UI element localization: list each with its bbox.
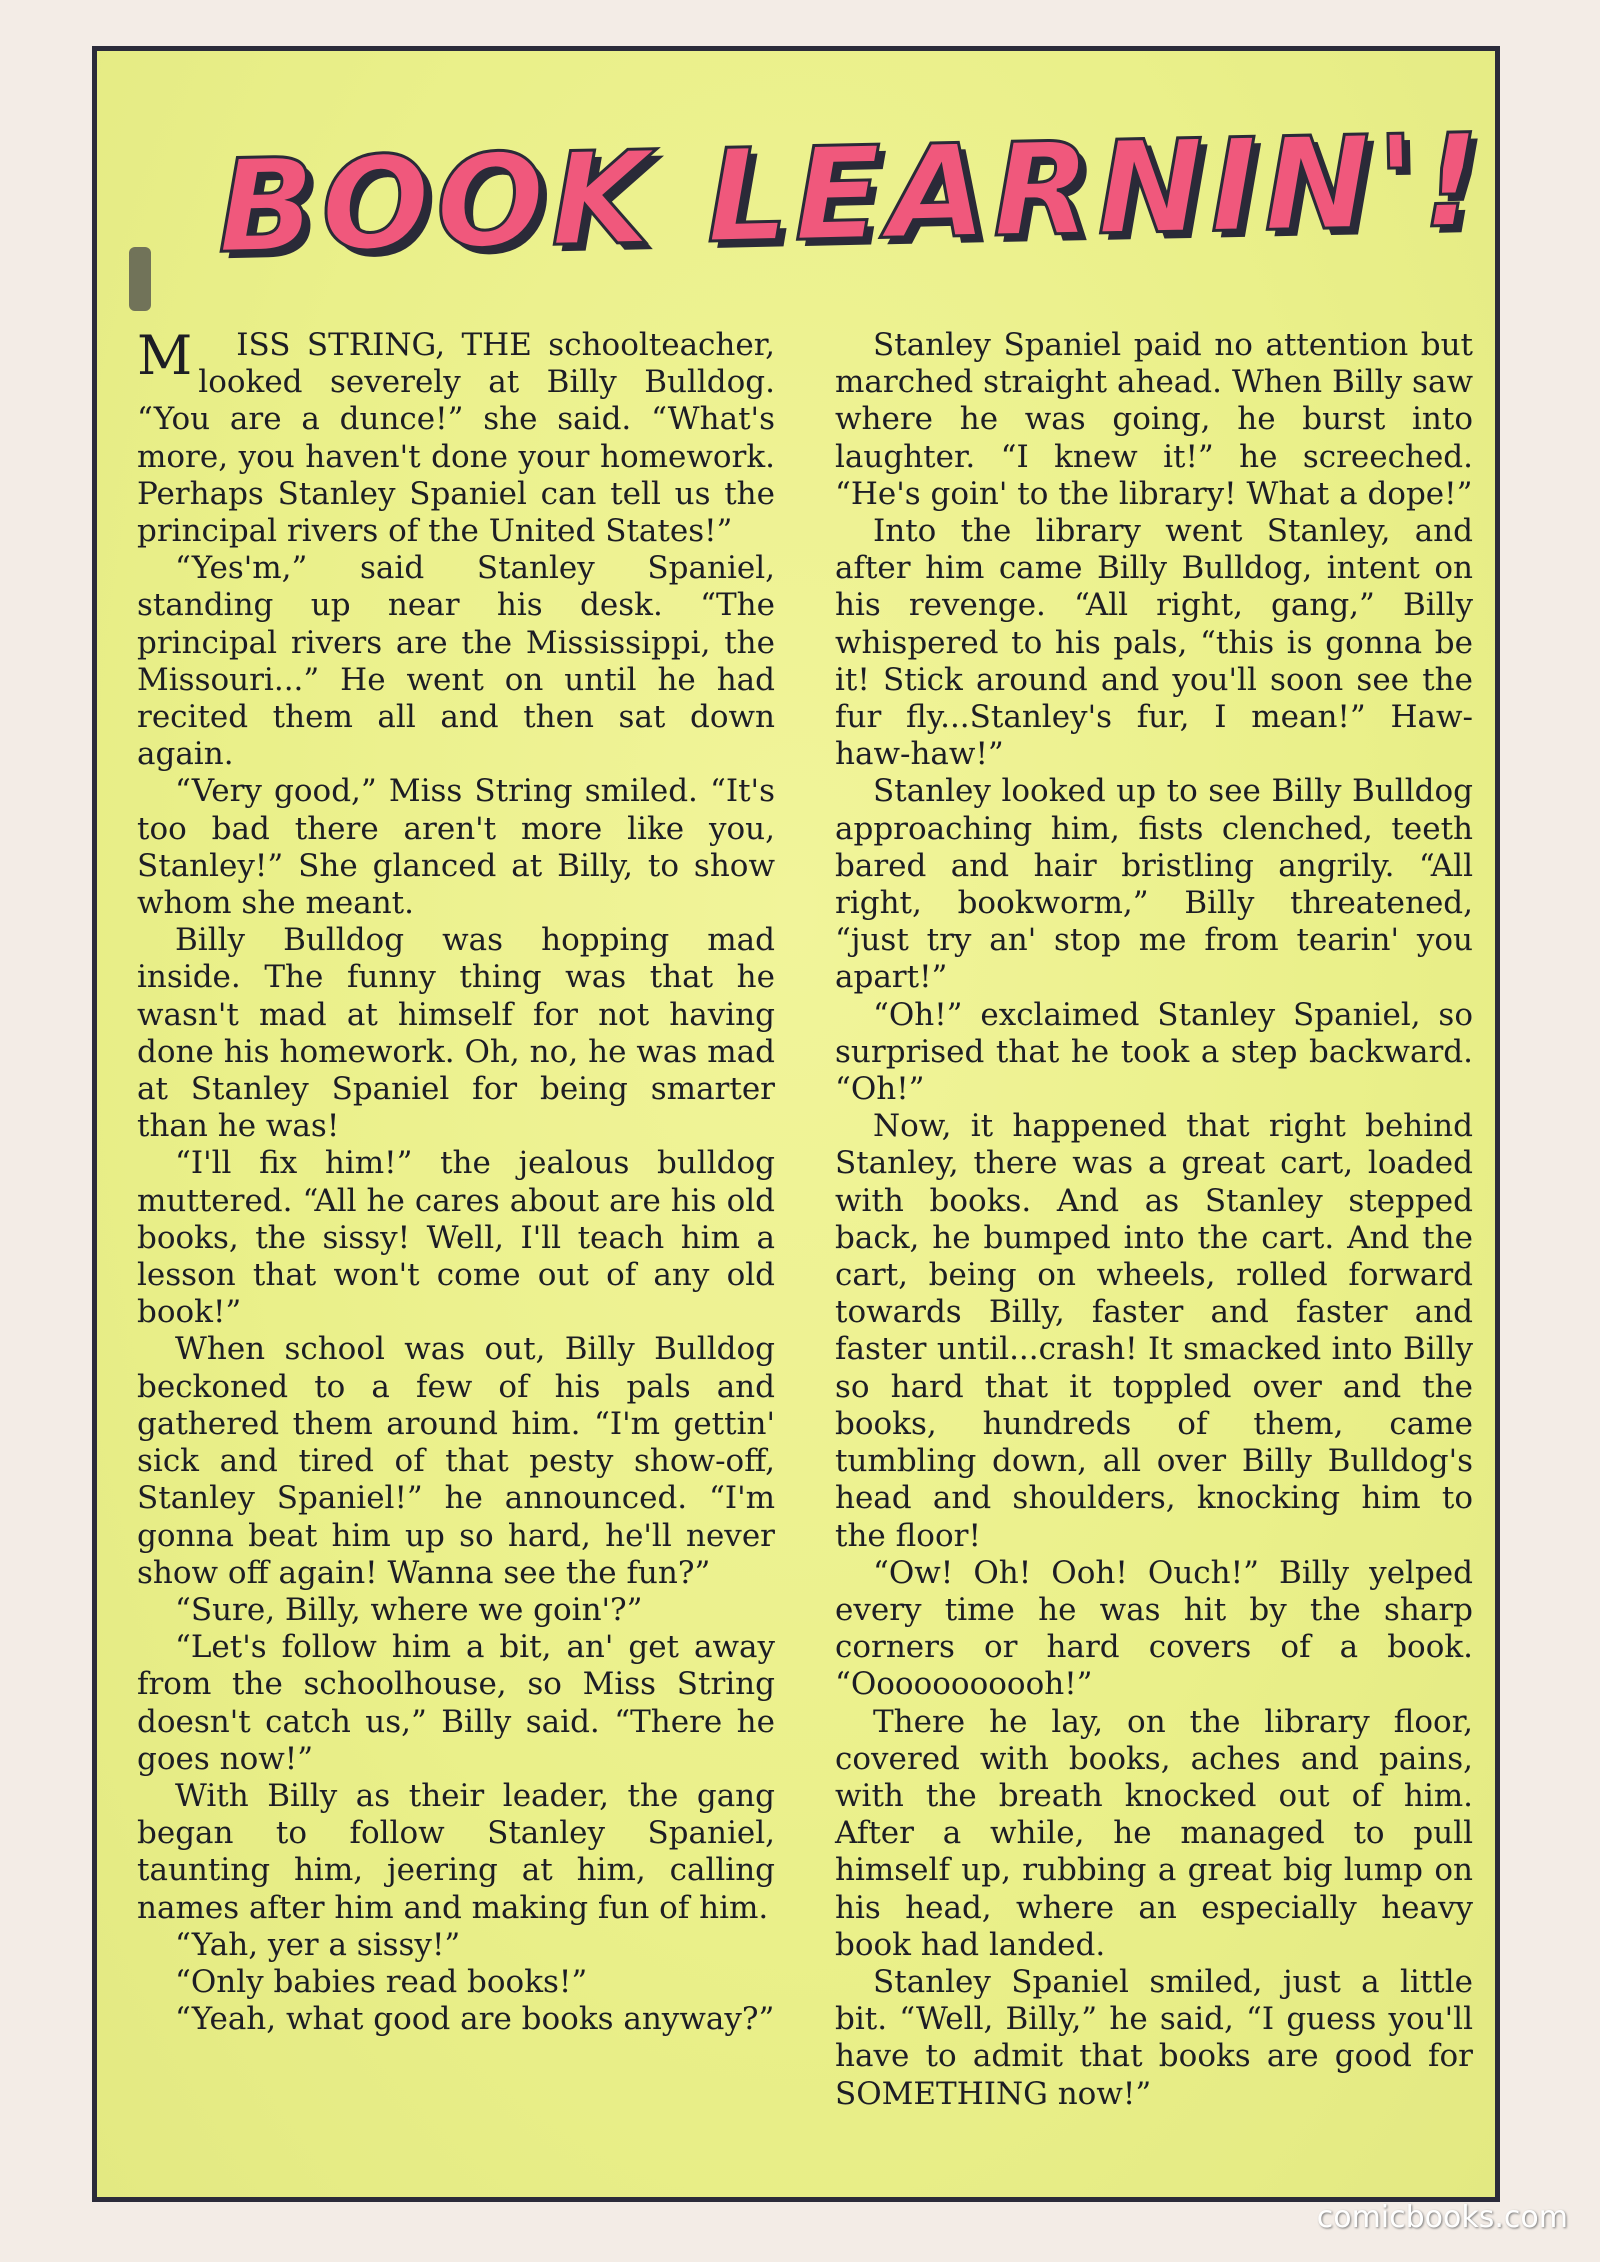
paragraph: “I'll fix him!” the jealous bulldog muttered. “All he cares about are his old books, the sissy! Well, I'll teach him a lesson that won't come out of any old book!” [137,1145,775,1331]
paragraph: Stanley Spaniel smiled, just a little bit. “Well, Billy,” he said, “I guess you'll have to admit that books are good for SOMETHING now!” [835,1963,1473,2112]
paragraph: “Yah, yer a sissy!” [175,1926,461,1963]
paragraph [137,324,775,550]
paragraph-text: ISS STRING, THE schoolteacher, looked severely at Billy Bulldog. “You are a dunce!” she said. “What's more, you haven't done your homework. Perhaps Stanley Spaniel can tell us the principal rivers of the United States!” [137,327,775,550]
paragraph: “Oh!” exclaimed Stanley Spaniel, so surprised that he took a step backward. “Oh!” [835,996,1473,1108]
paragraph: “Let's follow him a bit, an' get away from the schoolhouse, so Miss String doesn't catch us,” Billy said. “There he goes now!” [137,1629,775,1777]
right-column [835,327,1473,2197]
drop-cap: M [137,324,193,387]
story-columns [137,324,1473,2197]
paragraph: Stanley looked up to see Billy Bulldog approaching him, fists clenched, teeth bared and hair bristling angrily. “All right, bookworm,” Billy threatened, “just try an' stop me from tearin' you apart!” [835,773,1473,996]
ink-smudge [129,247,151,311]
paragraph: “Ow! Oh! Ooh! Ouch!” Billy yelped every time he was hit by the sharp corners or hard covers of a book. “Ooooooooooh!” [835,1554,1473,1703]
text-panel [92,46,1500,2202]
paragraph: “Very good,” Miss String smiled. “It's too bad there aren't more like you, Stanley!” She glanced at Billy, to show whom she meant. [137,773,775,922]
story-title [185,65,1520,323]
paragraph: “Yes'm,” said Stanley Spaniel, standing up near his desk. “The principal rivers are the Mississippi, the Missouri...” He went on until he had recited them all and then sat down again. [137,550,775,773]
paragraph: Stanley Spaniel paid no attention but marched straight ahead. When Billy saw where he was going, he burst into laughter. “I knew it!” he screeched. “He's goin' to the library! What a dope!” [835,327,1473,512]
story-title-text: BOOK LEARNIN'! [216,106,1488,282]
paragraph: When school was out, Billy Bulldog beckoned to a few of his pals and gathered them around him. “I'm gettin' sick and tired of that pesty show-off, Stanley Spaniel!” he announced. “I'm gonna beat him up so hard, he'll never show off again! Wanna see the fun?” [137,1331,775,1591]
paragraph: “Yeah, what good are books anyway?” [175,2001,775,2038]
paragraph: Now, it happened that right behind Stanley, there was a great cart, loaded with books. And as Stanley stepped back, he bumped into the cart. And the cart, being on wheels, rolled forward towards Billy, faster and faster and faster until...crash! It smacked into Billy so hard that it toppled over and the books, hundreds of them, came tumbling down, all over Billy Bulldog's head and shoulders, knocking him to the floor! [835,1108,1473,1554]
paragraph: “Sure, Billy, where we goin'?” [175,1591,643,1628]
paragraph: There he lay, on the library floor, covered with books, aches and pains, with the breath knocked out of him. After a while, he managed to pull himself up, rubbing a great big lump on his head, where an especially heavy book had landed. [835,1703,1473,1963]
left-column [137,324,775,2197]
paragraph: With Billy as their leader, the gang began to follow Stanley Spaniel, taunting him, jeering at him, calling names after him and making fun of him. [137,1777,775,1926]
paragraph: “Only babies read books!” [175,1963,588,2000]
paragraph: Into the library went Stanley, and after him came Billy Bulldog, intent on his revenge. “All right, gang,” Billy whispered to his pals, “this is gonna be it! Stick around and you'll soon see the fur fly...Stanley's fur, I mean!” Haw-haw-haw!” [835,513,1473,773]
paragraph: Billy Bulldog was hopping mad inside. The funny thing was that he wasn't mad at himself for not having done his homework. Oh, no, he was mad at Stanley Spaniel for being smarter than he was! [137,922,775,1145]
watermark: comicbooks.com [1316,2200,1568,2235]
